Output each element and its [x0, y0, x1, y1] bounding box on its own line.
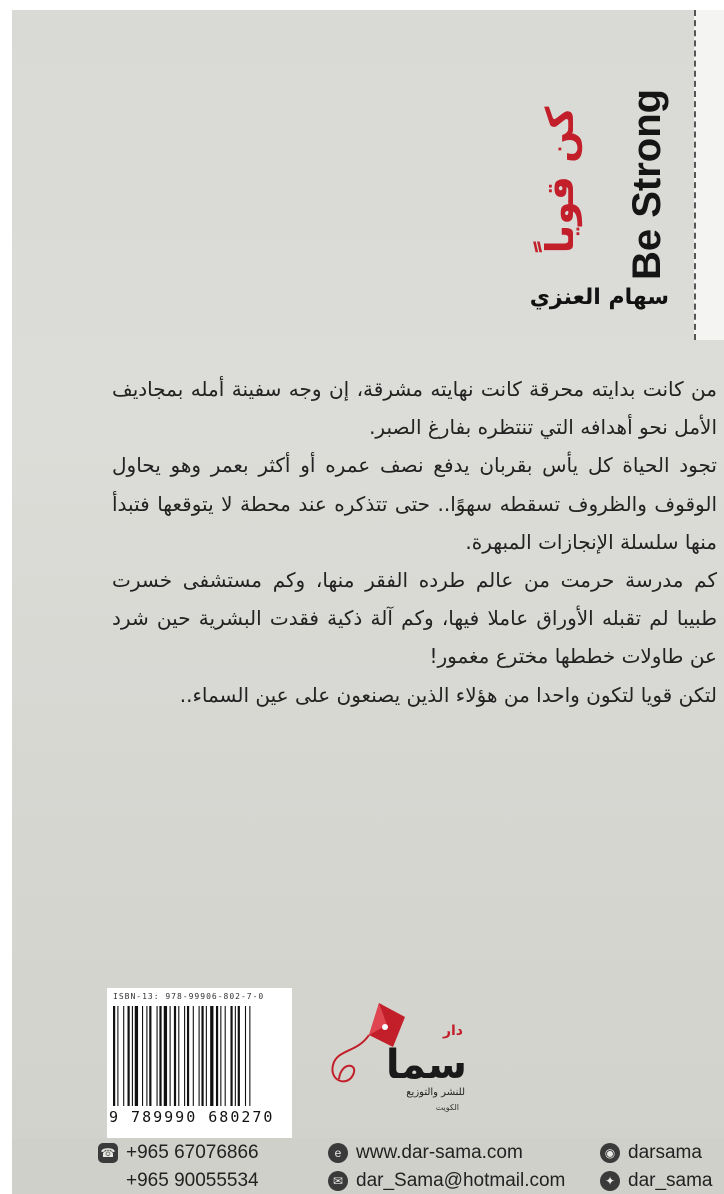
title-english: Be Strong: [625, 88, 669, 280]
barcode-bar: [193, 1006, 194, 1106]
barcode-bar: [187, 1006, 189, 1106]
publisher-dar: دار: [442, 1023, 463, 1039]
blurb-paragraph: من كانت بدايته محرقة كانت نهايته مشرقة، إن وجه سفينة أمله بمجاديف الأمل نحو أهدافه التي تنتظره بفارغ الصبر.: [112, 377, 717, 440]
barcode-bar: [249, 1006, 250, 1106]
instagram-text: darsama: [628, 1142, 702, 1163]
ean-number: 9 789990 680270: [109, 1108, 275, 1126]
phone-icon: ☎: [98, 1143, 118, 1163]
website: [328, 1142, 523, 1164]
barcode-bar: [132, 1006, 133, 1106]
book-back-cover: [12, 10, 724, 1194]
barcode-bar: [230, 1006, 232, 1106]
barcode-bar: [225, 1006, 226, 1106]
phone-2: [126, 1170, 259, 1192]
barcode-bar: [159, 1006, 161, 1106]
website-text: www.dar-sama.com: [356, 1142, 523, 1163]
blurb-paragraph: تجود الحياة كل يأس بقربان يدفع نصف عمره أو أكثر بعمر وهو يحاول الوقوف والظروف تسقطه سهوًا.. حتى تتذكره عند محطة لا يتوقعها فتبدأ منها سلسلة الإنجازات المبهرة.: [112, 453, 717, 554]
phone-1: [98, 1142, 259, 1164]
barcode-bar: [206, 1006, 207, 1106]
barcode-bar: [135, 1006, 138, 1106]
barcode-bar: [201, 1006, 203, 1106]
twitter: [600, 1170, 713, 1192]
barcode-bar: [174, 1006, 176, 1106]
email: [328, 1170, 565, 1192]
barcode-bar: [117, 1006, 118, 1106]
instagram: [600, 1142, 702, 1164]
instagram-icon: ◉: [600, 1143, 620, 1163]
torn-paper-strip: [694, 10, 724, 340]
author-name: سهام العنزي: [529, 285, 669, 310]
barcode-bar: [184, 1006, 185, 1106]
barcode-bar: [142, 1006, 143, 1106]
barcode-bar: [210, 1006, 213, 1106]
phone-2-text: +965 90055534: [126, 1170, 259, 1191]
barcode-bar: [235, 1006, 236, 1106]
publisher-logo: [317, 995, 467, 1135]
blurb-paragraph: كم مدرسة حرمت من عالم طرده الفقر منها، وكم مستشفى خسرت طبيبا لم تقبله الأوراق عاملا فيها، وكم آلة ذكية فقدت البشرية حين شرد عن طاولات خططها مخترع مغمور!: [112, 568, 717, 669]
twitter-text: dar_sama: [628, 1170, 713, 1191]
barcode-bar: [164, 1006, 167, 1106]
barcode: [107, 988, 292, 1138]
barcode-bar: [170, 1006, 171, 1106]
phone-1-text: +965 67076866: [126, 1142, 259, 1163]
blurb-paragraph: لتكن قويا لتكون واحدا من هؤلاء الذين يصنعون على عين السماء..: [179, 682, 717, 707]
barcode-bar: [178, 1006, 179, 1106]
mail-icon: ✉: [328, 1171, 348, 1191]
barcode-bar: [157, 1006, 158, 1106]
barcode-bar: [128, 1006, 130, 1106]
title-arabic: كن قوياً: [538, 106, 582, 254]
barcode-bar: [199, 1006, 200, 1106]
barcode-bar: [238, 1006, 240, 1106]
blurb-text: [112, 370, 717, 714]
barcode-bars: [113, 1006, 285, 1106]
publisher-country: الكويت: [435, 1103, 459, 1112]
barcode-bar: [146, 1006, 147, 1106]
barcode-bar: [149, 1006, 151, 1106]
twitter-icon: ✦: [600, 1171, 620, 1191]
barcode-bar: [220, 1006, 221, 1106]
isbn-text: ISBN-13: 978-99906-802-7-0: [113, 992, 265, 1001]
email-text: dar_Sama@hotmail.com: [356, 1170, 566, 1191]
barcode-bar: [216, 1006, 218, 1106]
publisher-name: سما: [385, 1042, 467, 1088]
barcode-bar: [123, 1006, 124, 1106]
publisher-subtitle: للنشر والتوزيع: [406, 1087, 465, 1098]
web-icon: e: [328, 1143, 348, 1163]
barcode-bar: [245, 1006, 246, 1106]
title-block: [532, 80, 669, 280]
barcode-bar: [113, 1006, 115, 1106]
contact-strip: [12, 1138, 724, 1194]
